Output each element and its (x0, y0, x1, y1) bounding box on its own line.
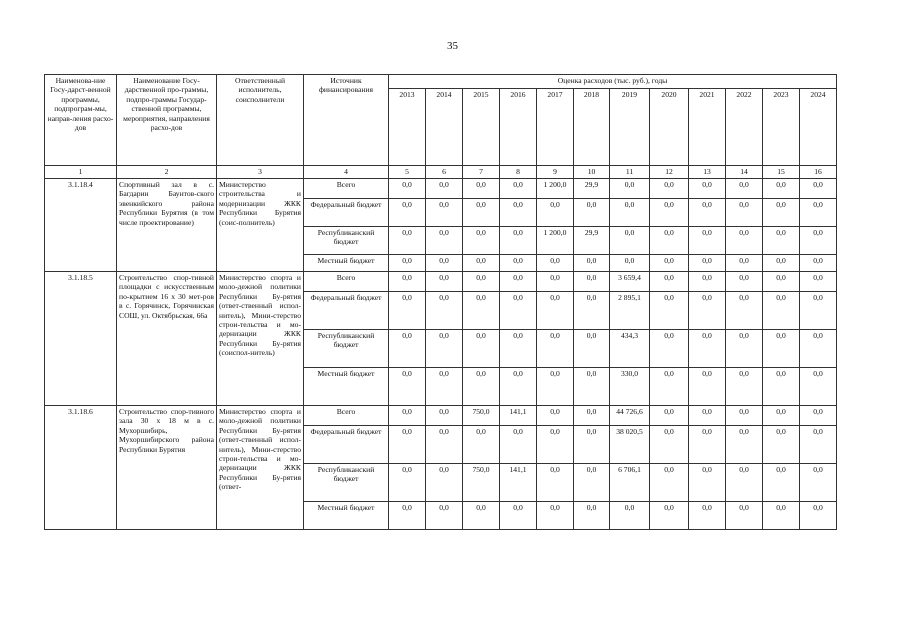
expense-value: 0,0 (726, 199, 763, 227)
expense-value: 0,0 (537, 502, 574, 530)
expense-value: 0,0 (500, 368, 537, 406)
expense-value: 0,0 (574, 255, 610, 272)
expense-value: 0,0 (763, 426, 800, 464)
expense-value: 0,0 (726, 502, 763, 530)
expense-value: 0,0 (500, 330, 537, 368)
expense-value: 0,0 (689, 368, 726, 406)
header-year: 2023 (763, 89, 800, 166)
measure-name: Строительство спор-тивной площадки с искусственным по-крытием 16 х 30 мет-ров в с. Горячинск, Горячинская СОШ, ул. Октябрьская, 66а (117, 272, 217, 406)
expense-value: 0,0 (650, 179, 689, 199)
header-year: 2016 (500, 89, 537, 166)
expense-value: 0,0 (426, 179, 463, 199)
expense-value: 0,0 (389, 502, 426, 530)
expense-value: 0,0 (689, 426, 726, 464)
expense-value: 0,0 (650, 426, 689, 464)
funding-source: Республиканский бюджет (304, 227, 389, 255)
expense-value: 0,0 (689, 464, 726, 502)
expense-value: 1 200,0 (537, 227, 574, 255)
expense-value: 0,0 (763, 464, 800, 502)
column-number: 2 (117, 166, 217, 179)
header-year: 2022 (726, 89, 763, 166)
expense-value: 0,0 (800, 292, 837, 330)
expense-value: 0,0 (537, 406, 574, 426)
expense-value: 0,0 (800, 464, 837, 502)
expense-value: 0,0 (426, 406, 463, 426)
measure-name: Строительство спор-тивного зала 30 х 18 м в с. Мухоршибирь, Мухоршибирского района Республики Бурятия (117, 406, 217, 530)
expense-value: 0,0 (463, 272, 500, 292)
expense-value: 0,0 (650, 406, 689, 426)
expenditure-table (44, 74, 837, 530)
header-measure: Наименование Госу-дарственной про-граммы, подпро-граммы Государ-ственной программы, мероприятия, направления расхо-дов (117, 75, 217, 166)
expense-value: 0,0 (537, 292, 574, 330)
expense-value: 0,0 (689, 330, 726, 368)
expense-value: 0,0 (726, 464, 763, 502)
expense-value: 0,0 (689, 199, 726, 227)
expense-value: 0,0 (726, 255, 763, 272)
expense-value: 0,0 (537, 255, 574, 272)
expense-value: 0,0 (500, 502, 537, 530)
expense-value: 0,0 (574, 406, 610, 426)
expense-value: 0,0 (500, 255, 537, 272)
expense-value: 0,0 (610, 199, 650, 227)
expense-value: 0,0 (610, 255, 650, 272)
expense-value: 141,1 (500, 406, 537, 426)
expense-value: 0,0 (463, 502, 500, 530)
expense-value: 330,0 (610, 368, 650, 406)
expense-value: 0,0 (500, 179, 537, 199)
expense-value: 0,0 (574, 292, 610, 330)
column-number: 10 (574, 166, 610, 179)
funding-source: Федеральный бюджет (304, 199, 389, 227)
funding-source: Республиканский бюджет (304, 464, 389, 502)
funding-source: Всего (304, 272, 389, 292)
column-number: 13 (689, 166, 726, 179)
header-year: 2018 (574, 89, 610, 166)
expense-value: 0,0 (800, 502, 837, 530)
expense-value: 434,3 (610, 330, 650, 368)
funding-source: Всего (304, 179, 389, 199)
expense-value: 0,0 (726, 330, 763, 368)
expense-value: 0,0 (689, 179, 726, 199)
expense-value: 750,0 (463, 464, 500, 502)
header-year: 2024 (800, 89, 837, 166)
measure-executor: Министерство спорта и моло-дежной политики Республики Бу-рятия (ответ-ственный испол-нитель), Мини-стерство строи-тельства и мо-дернизации ЖКК Республики Бу-рятия (соиспол-нитель) (217, 272, 304, 406)
expense-value: 0,0 (537, 464, 574, 502)
expense-value: 0,0 (389, 464, 426, 502)
column-number: 6 (426, 166, 463, 179)
header-year: 2017 (537, 89, 574, 166)
expense-value: 0,0 (463, 368, 500, 406)
expense-value: 0,0 (800, 199, 837, 227)
expense-value: 0,0 (650, 199, 689, 227)
header-year: 2021 (689, 89, 726, 166)
expense-value: 0,0 (689, 292, 726, 330)
expense-value: 0,0 (389, 255, 426, 272)
expense-value: 0,0 (389, 368, 426, 406)
expense-value: 0,0 (763, 502, 800, 530)
expense-value: 0,0 (650, 272, 689, 292)
header-year: 2019 (610, 89, 650, 166)
expense-value: 0,0 (389, 330, 426, 368)
expense-value: 0,0 (574, 464, 610, 502)
expense-value: 0,0 (650, 502, 689, 530)
expense-value: 44 726,6 (610, 406, 650, 426)
expense-value: 0,0 (689, 227, 726, 255)
expense-value: 0,0 (426, 272, 463, 292)
expense-value: 0,0 (574, 426, 610, 464)
expense-value: 0,0 (500, 272, 537, 292)
column-number: 5 (389, 166, 426, 179)
expense-value: 0,0 (650, 330, 689, 368)
column-number: 15 (763, 166, 800, 179)
expense-value: 0,0 (574, 502, 610, 530)
column-number: 12 (650, 166, 689, 179)
expense-value: 0,0 (426, 502, 463, 530)
expense-value: 0,0 (689, 255, 726, 272)
expense-value: 0,0 (689, 272, 726, 292)
expense-value: 0,0 (763, 272, 800, 292)
expense-value: 0,0 (500, 426, 537, 464)
expense-value: 0,0 (389, 179, 426, 199)
funding-source: Местный бюджет (304, 368, 389, 406)
expense-value: 0,0 (763, 330, 800, 368)
expense-value: 0,0 (537, 426, 574, 464)
header-year: 2015 (463, 89, 500, 166)
header-year: 2020 (650, 89, 689, 166)
expense-value: 0,0 (650, 255, 689, 272)
expense-value: 0,0 (426, 426, 463, 464)
expense-value: 0,0 (689, 406, 726, 426)
expense-value: 0,0 (426, 199, 463, 227)
header-source: Источник финансирования (304, 75, 389, 166)
column-number-row (45, 166, 837, 179)
expense-value: 0,0 (463, 426, 500, 464)
header-program: Наименова-ние Госу-дарст-венной программы, подпрограм-мы, направ-ления расхо-дов (45, 75, 117, 166)
expense-value: 0,0 (726, 227, 763, 255)
expense-value: 0,0 (500, 227, 537, 255)
column-number: 3 (217, 166, 304, 179)
expense-value: 0,0 (389, 199, 426, 227)
expense-value: 141,1 (500, 464, 537, 502)
table-body (45, 179, 837, 530)
measure-executor: Министерство строительства и модернизации ЖКК Республики Бурятия (соис-полнитель) (217, 179, 304, 272)
table-row (45, 272, 837, 292)
expense-value: 0,0 (650, 464, 689, 502)
expense-value: 0,0 (426, 330, 463, 368)
expense-value: 0,0 (389, 426, 426, 464)
header-row-1 (45, 75, 837, 89)
expense-value: 0,0 (800, 368, 837, 406)
expense-value: 0,0 (574, 330, 610, 368)
expense-value: 0,0 (426, 368, 463, 406)
expense-value: 0,0 (726, 272, 763, 292)
expense-value: 0,0 (389, 406, 426, 426)
header-year: 2014 (426, 89, 463, 166)
expense-value: 0,0 (537, 199, 574, 227)
expense-value: 0,0 (463, 255, 500, 272)
expense-value: 0,0 (389, 227, 426, 255)
expense-value: 0,0 (763, 179, 800, 199)
expense-value: 0,0 (426, 292, 463, 330)
expense-value: 0,0 (610, 502, 650, 530)
expense-value: 0,0 (574, 199, 610, 227)
expense-value: 0,0 (800, 426, 837, 464)
expense-value: 0,0 (800, 227, 837, 255)
expense-value: 0,0 (389, 292, 426, 330)
expense-value: 0,0 (500, 292, 537, 330)
expense-value: 0,0 (426, 255, 463, 272)
expense-value: 0,0 (800, 255, 837, 272)
column-number: 4 (304, 166, 389, 179)
expense-value: 0,0 (800, 272, 837, 292)
expense-value: 0,0 (574, 272, 610, 292)
expense-value: 0,0 (389, 272, 426, 292)
measure-name: Спортивный зал в с. Багдарин Баунтов-ского эвенкийского района Республики Бурятия (в том числе проектирование) (117, 179, 217, 272)
header-year: 2013 (389, 89, 426, 166)
expense-value: 0,0 (610, 227, 650, 255)
expense-value: 0,0 (650, 227, 689, 255)
expense-value: 29,9 (574, 227, 610, 255)
expense-value: 0,0 (500, 199, 537, 227)
expense-value: 0,0 (763, 406, 800, 426)
funding-source: Федеральный бюджет (304, 426, 389, 464)
expense-value: 0,0 (650, 368, 689, 406)
expense-value: 0,0 (763, 368, 800, 406)
page-number: 35 (447, 40, 458, 52)
expense-value: 0,0 (426, 464, 463, 502)
expense-value: 0,0 (763, 255, 800, 272)
column-number: 14 (726, 166, 763, 179)
header-estimate: Оценка расходов (тыс. руб.), годы (389, 75, 837, 89)
expense-value: 6 706,1 (610, 464, 650, 502)
expense-value: 0,0 (726, 179, 763, 199)
expense-value: 0,0 (726, 406, 763, 426)
expense-value: 0,0 (763, 292, 800, 330)
column-number: 9 (537, 166, 574, 179)
column-number: 16 (800, 166, 837, 179)
measure-code: 3.1.18.6 (45, 406, 117, 530)
measure-code: 3.1.18.4 (45, 179, 117, 272)
expense-value: 0,0 (689, 502, 726, 530)
expense-value: 38 020,5 (610, 426, 650, 464)
expense-value: 0,0 (726, 426, 763, 464)
expense-value: 0,0 (763, 199, 800, 227)
expense-value: 0,0 (650, 292, 689, 330)
column-number: 11 (610, 166, 650, 179)
expense-value: 0,0 (537, 272, 574, 292)
expense-value: 0,0 (426, 227, 463, 255)
measure-code: 3.1.18.5 (45, 272, 117, 406)
column-number: 1 (45, 166, 117, 179)
expense-value: 0,0 (726, 292, 763, 330)
expense-value: 0,0 (574, 368, 610, 406)
column-number: 7 (463, 166, 500, 179)
expense-value: 3 659,4 (610, 272, 650, 292)
funding-source: Всего (304, 406, 389, 426)
expense-value: 0,0 (463, 292, 500, 330)
expense-value: 1 200,0 (537, 179, 574, 199)
expense-value: 0,0 (463, 179, 500, 199)
expense-value: 29,9 (574, 179, 610, 199)
funding-source: Республиканский бюджет (304, 330, 389, 368)
funding-source: Местный бюджет (304, 255, 389, 272)
expense-value: 0,0 (463, 199, 500, 227)
table-row (45, 179, 837, 199)
funding-source: Федеральный бюджет (304, 292, 389, 330)
expense-value: 0,0 (800, 330, 837, 368)
expense-value: 0,0 (610, 179, 650, 199)
expense-value: 0,0 (726, 368, 763, 406)
expense-value: 0,0 (800, 406, 837, 426)
header-executor: Ответственный исполнитель, соисполнители (217, 75, 304, 166)
column-number: 8 (500, 166, 537, 179)
expense-value: 0,0 (463, 330, 500, 368)
expense-value: 0,0 (800, 179, 837, 199)
funding-source: Местный бюджет (304, 502, 389, 530)
expense-value: 2 895,1 (610, 292, 650, 330)
expense-value: 0,0 (463, 227, 500, 255)
expense-value: 0,0 (763, 227, 800, 255)
measure-executor: Министерство спорта и моло-дежной политики Республики Бу-рятия (ответ-ственный испол-нитель), Мини-стерство строи-тельства и мо-дернизации ЖКК Республики Бу-рятия (ответ- (217, 406, 304, 530)
expense-value: 0,0 (537, 368, 574, 406)
expense-value: 0,0 (537, 330, 574, 368)
expense-value: 750,0 (463, 406, 500, 426)
table-row (45, 406, 837, 426)
